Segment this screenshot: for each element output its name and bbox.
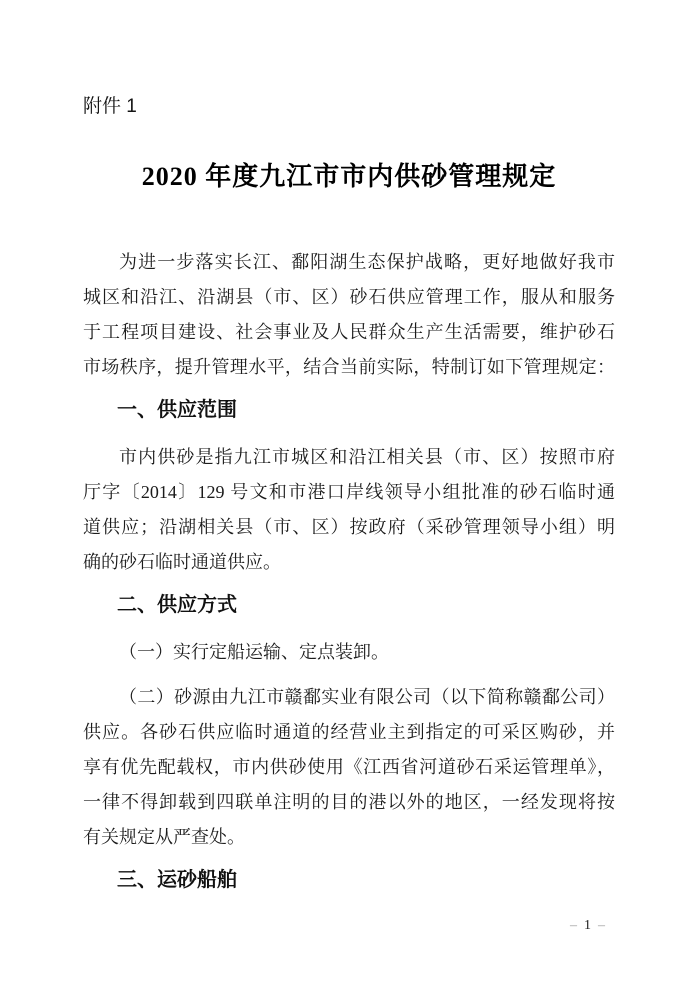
text-line: 为进一步落实长江、鄱阳湖生态保护战略，更好地做好我市 (119, 252, 615, 272)
text-line: 有关规定从严查处。 (83, 827, 245, 847)
text-line: 于工程项目建设、社会事业及人民群众生产生活需要，维护砂石 (83, 322, 615, 342)
document-content (83, 0, 615, 898)
page-number-dash-right: – (598, 918, 605, 933)
text-line: 享有优先配载权，市内供砂使用《江西省河道砂石采运管理单》， (83, 757, 615, 777)
text-line: 厅字〔2014〕129 号文和市港口岸线领导小组批准的砂石临时通 (83, 482, 615, 502)
page-number (570, 918, 605, 934)
document-body (83, 245, 615, 898)
text-line: 供应。各砂石供应临时通道的经营业主到指定的可采区购砂，并 (83, 722, 615, 742)
page-number-value: 1 (584, 918, 591, 933)
paragraph (83, 440, 615, 580)
text-line: 一律不得卸载到四联单注明的目的港以外的地区，一经发现将按 (83, 792, 615, 812)
text-line: 城区和沿江、沿湖县（市、区）砂石供应管理工作，服从和服务 (83, 287, 615, 307)
document-title: 2020 年度九江市市内供砂管理规定 (141, 162, 557, 191)
text-line: 确的砂石临时通道供应。 (83, 552, 281, 572)
section-heading: 三、运砂船舶 (117, 869, 237, 891)
paragraph (83, 680, 615, 855)
text-line: 市场秩序，提升管理水平，结合当前实际，特制订如下管理规定： (83, 357, 615, 377)
attachment-label: 附件 1 (83, 96, 137, 117)
paragraph (83, 245, 615, 385)
text-line: （一）实行定船运输、定点装卸。 (119, 642, 389, 662)
text-line: （二）砂源由九江市赣鄱实业有限公司（以下简称赣鄱公司） (119, 687, 615, 707)
paragraph (83, 635, 615, 670)
page-number-dash-left: – (570, 918, 577, 933)
text-line: 道供应；沿湖相关县（市、区）按政府（采砂管理领导小组）明 (83, 517, 615, 537)
text-line: 市内供砂是指九江市城区和沿江相关县（市、区）按照市府 (119, 447, 615, 467)
section-heading: 一、供应范围 (117, 399, 237, 421)
section-heading: 二、供应方式 (117, 594, 237, 616)
